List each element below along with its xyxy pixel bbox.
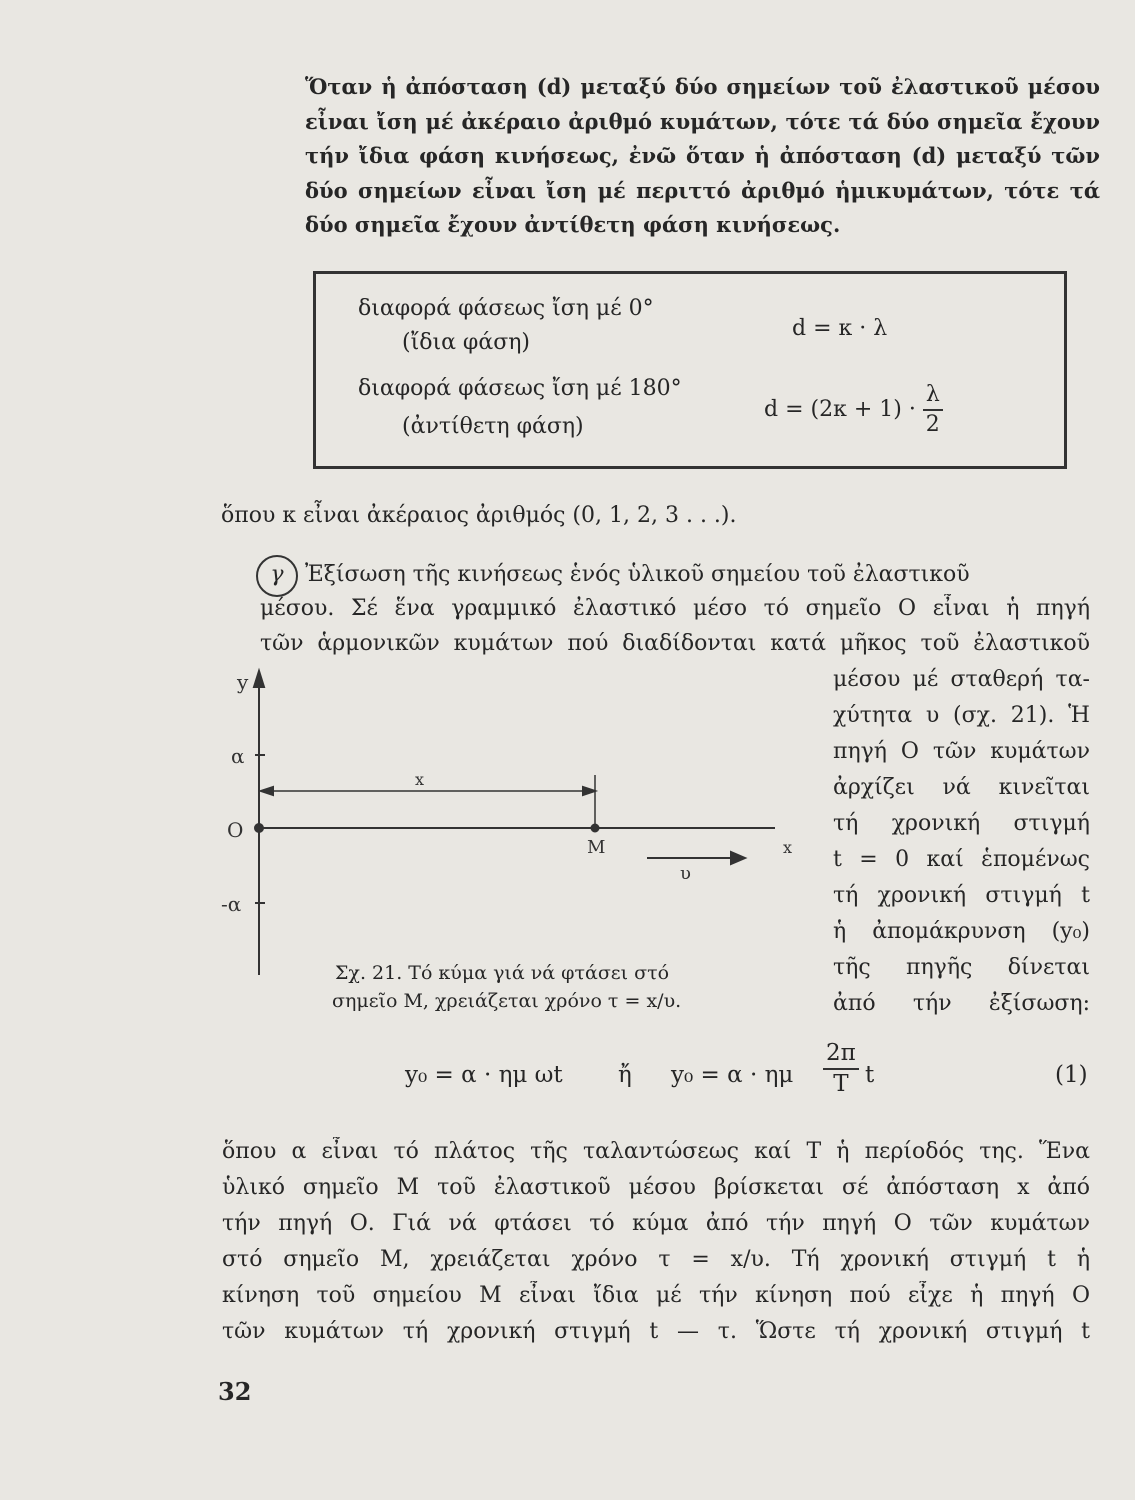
right-column-line: ἡ ἀπομάκρυνση (y₀) <box>833 919 1090 944</box>
opposite-phase-label: διαφορά φάσεως ἴση μέ 180° <box>358 376 682 401</box>
x-axis-label: x <box>783 838 793 857</box>
opposite-phase-sub: (ἀντίθετη φάση) <box>402 414 584 439</box>
two-pi-over-t-fraction <box>823 1042 859 1096</box>
intro-line: δύο σημείων εἶναι ἴση μέ περιττό ἀριθμό ἡμικυμάτων, τότε τά <box>305 177 1100 203</box>
kappa-definition: ὅπου κ εἶναι ἀκέραιος ἀριθμός (0, 1, 2, 3 . . .). <box>221 503 737 528</box>
opposite-phase-formula <box>764 384 943 436</box>
fraction-numerator: λ <box>923 384 943 411</box>
page-number: 32 <box>218 1377 252 1406</box>
body-line: κίνηση τοῦ σημείου Μ εἶναι ἴδια μέ τήν κίνηση πού εἶχε ἡ πηγή Ο <box>222 1283 1090 1308</box>
figure-caption-line: σημεῖο Μ, χρειάζεται χρόνο τ = x/υ. <box>332 990 682 1012</box>
origin-point <box>255 824 263 832</box>
right-column-line: t = 0 καί ἑπομένως <box>833 847 1090 872</box>
origin-label: O <box>227 818 244 842</box>
section-heading-text: Ἐξίσωση τῆς κινήσεως ἑνός ὑλικοῦ σημείου τοῦ ἐλαστικοῦ <box>305 562 970 587</box>
right-column-line: τή χρονική στιγμή t <box>833 883 1090 908</box>
fraction-denominator: 2 <box>925 412 940 437</box>
intro-line: Ὅταν ἡ ἀπόσταση (d) μεταξύ δύο σημείων τοῦ ἐλαστικοῦ μέσου <box>305 74 1100 99</box>
equation-left: y₀ = α · ημ ωt <box>405 1062 563 1088</box>
right-column-line: πηγή Ο τῶν κυμάτων <box>833 739 1090 764</box>
body-line: ὅπου α εἶναι τό πλάτος τῆς ταλαντώσεως καί Τ ἡ περίοδός της. Ἕνα <box>222 1139 1090 1164</box>
body-line: τῶν ἁρμονικῶν κυμάτων πού διαδίδονται κατά μῆκος τοῦ ἐλαστικοῦ <box>260 631 1090 656</box>
section-heading-line <box>256 555 1082 597</box>
right-column-line: τῆς πηγῆς δίνεται <box>833 955 1090 980</box>
equation-label: (1) <box>1055 1062 1088 1088</box>
body-line: μέσου. Σέ ἕνα γραμμικό ἐλαστικό μέσο τό σημεῖο Ο εἶναι ἡ πηγή <box>260 596 1090 621</box>
right-column-line: χύτητα υ (σχ. 21). Ἡ <box>833 703 1090 728</box>
intro-line: εἶναι ἴση μέ ἀκέραιο ἀριθμό κυμάτων, τότε τά δύο σημεῖα ἔχουν <box>305 108 1100 134</box>
same-phase-label: διαφορά φάσεως ἴση μέ 0° <box>358 296 654 321</box>
equation-suffix: t <box>865 1062 875 1088</box>
lambda-half-fraction <box>923 384 943 436</box>
phase-difference-box <box>313 271 1067 469</box>
body-line: τήν πηγή Ο. Γιά νά φτάσει τό κύμα ἀπό τήν πηγή Ο τῶν κυμάτων <box>222 1211 1090 1236</box>
y-axis-arrowhead <box>254 671 264 687</box>
velocity-arrowhead <box>731 852 745 864</box>
body-line: στό σημεῖο Μ, χρειάζεται χρόνο τ = x/υ. Τή χρονική στιγμή t ἡ <box>222 1247 1090 1272</box>
amplitude-plus-label: α <box>231 744 245 768</box>
distance-label: x <box>415 770 425 789</box>
equation-or: ἤ <box>618 1062 632 1088</box>
figure-caption-line: Σχ. 21. Τό κύμα γιά νά φτάσει στό <box>335 962 670 984</box>
same-phase-sub: (ἴδια φάση) <box>402 330 530 355</box>
intro-line: τήν ἴδια φάση κινήσεως, ἐνῶ ὅταν ἡ ἀπόσταση (d) μεταξύ τῶν <box>305 143 1100 168</box>
same-phase-formula: d = κ · λ <box>792 316 888 341</box>
right-column-line: μέσου μέ σταθερή τα- <box>833 667 1090 692</box>
y-axis-label: y <box>237 670 249 694</box>
point-m <box>592 825 599 832</box>
right-column-line: ἀρχίζει νά κινεῖται <box>833 775 1090 800</box>
amplitude-minus-label: -α <box>221 892 242 916</box>
opposite-phase-formula-prefix: d = (2κ + 1) · <box>764 397 916 422</box>
figure-21 <box>215 665 805 985</box>
velocity-label: υ <box>680 863 691 884</box>
distance-arrowhead-left <box>261 787 273 795</box>
section-marker: γ <box>256 555 298 597</box>
right-column-line: ἀπό τήν ἐξίσωση: <box>833 991 1090 1016</box>
intro-line: δύο σημεῖα ἔχουν ἀντίθετη φάση κινήσεως. <box>305 212 841 237</box>
body-line: ὑλικό σημεῖο Μ τοῦ ἐλαστικοῦ μέσου βρίσκεται σέ ἀπόσταση x ἀπό <box>222 1175 1090 1200</box>
fraction-denominator: T <box>833 1071 849 1097</box>
body-line: τῶν κυμάτων τή χρονική στιγμή t — τ. Ὥστε τή χρονική στιγμή t <box>222 1319 1090 1344</box>
intro-paragraph <box>305 70 1100 243</box>
equation-1 <box>405 1042 1095 1112</box>
fraction-numerator: 2π <box>823 1042 859 1070</box>
equation-right-prefix: y₀ = α · ημ <box>671 1062 794 1088</box>
point-m-label: M <box>587 837 606 858</box>
right-column-line: τή χρονική στιγμή <box>833 811 1090 836</box>
distance-arrowhead-right <box>583 787 595 795</box>
